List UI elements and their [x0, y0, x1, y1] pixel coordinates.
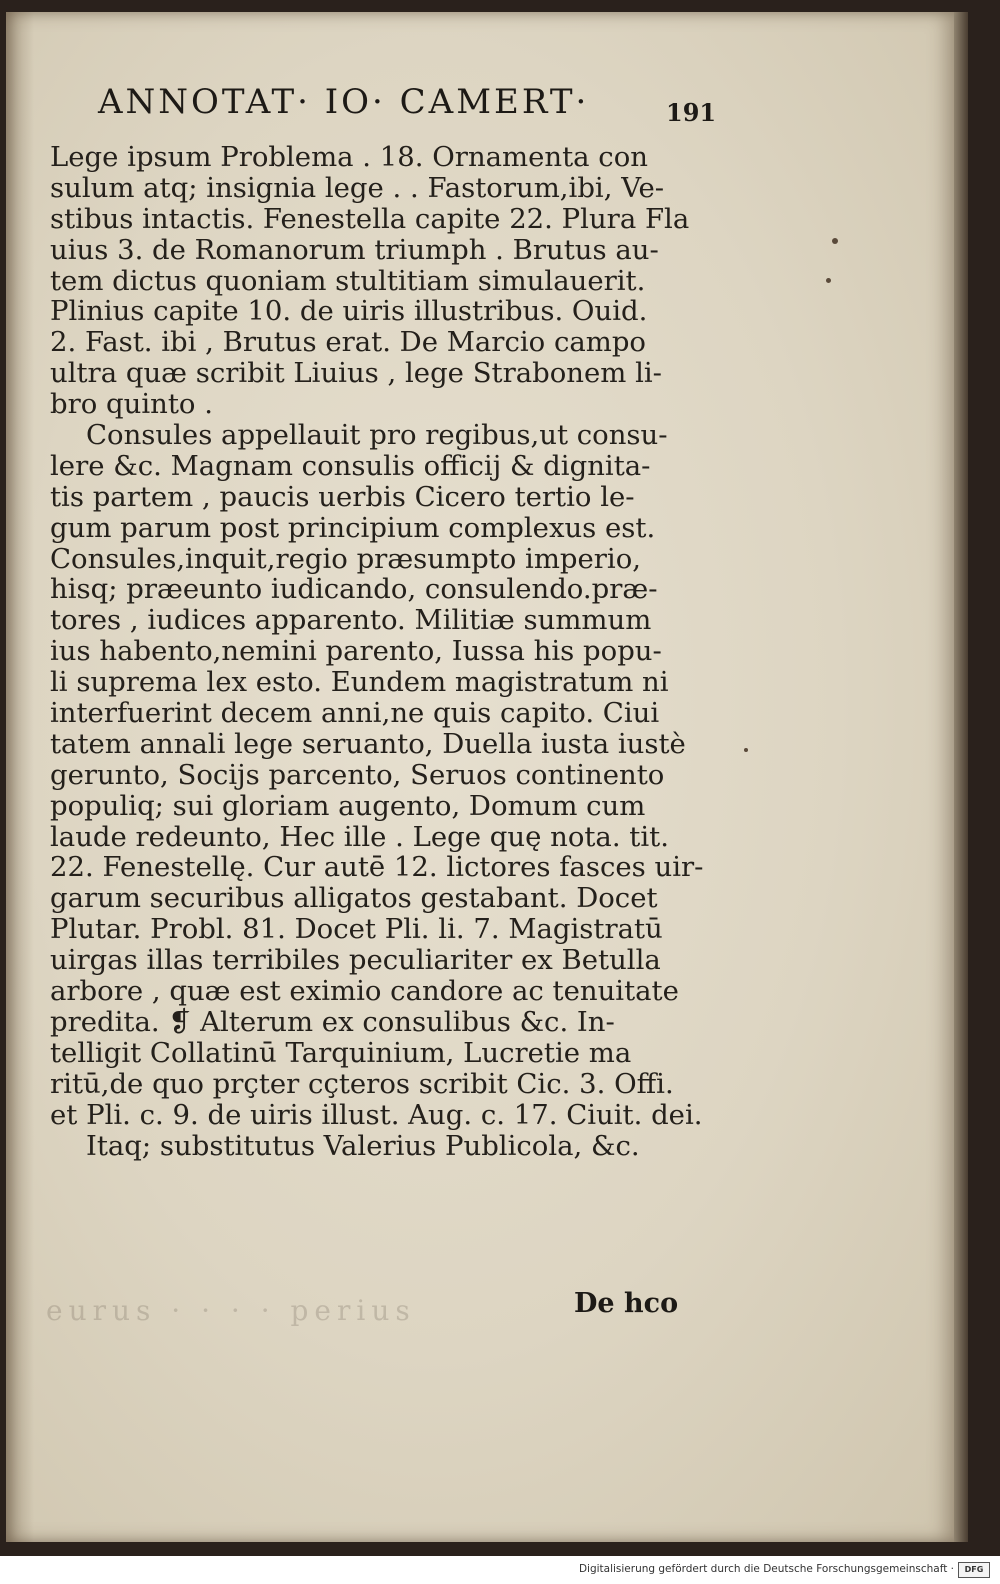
text-line: ultra quæ scribit Liuius , lege Strabonem li-: [50, 357, 662, 390]
text-line: 2. Fast. ibi , Brutus erat. De Marcio campo: [50, 326, 646, 359]
text-line: Lege ipsum Problema . 18. Ornamenta con: [50, 141, 648, 173]
paragraph-1: [50, 142, 720, 420]
text-line: tores , iudices apparento. Militiæ summum: [50, 604, 652, 637]
text-line: tatem annali lege seruanto, Duella iusta iustè: [50, 727, 686, 760]
text-line: predita. ❡ Alterum ex consulibus &c. In-: [50, 1005, 615, 1038]
text-line: telligit Collatinū Tarquinium, Lucretie ma: [50, 1036, 632, 1069]
catchword: De hco: [574, 1288, 679, 1319]
show-through-text: eurus · · · · perius: [46, 1294, 416, 1327]
body-text: [50, 142, 720, 1161]
text-line: arbore , quæ est eximio candore ac tenuitate: [50, 975, 679, 1008]
text-line: ritū,de quo prçter cçteros scribit Cic. 3. Offi.: [50, 1067, 674, 1100]
page-edge: [954, 12, 968, 1542]
text-line: tis partem , paucis uerbis Cicero tertio le-: [50, 480, 635, 513]
text-line: garum securibus alligatos gestabant. Docet: [50, 882, 658, 915]
ink-spot: [744, 748, 748, 752]
text-line: lere &c. Magnam consulis officij & dignita-: [50, 449, 651, 482]
running-head: ANNOTAT· IO· CAMERT·: [98, 82, 590, 122]
text-line: ius habento,nemini parento, Iussa his popu-: [50, 635, 662, 668]
text-line: Consules appellauit pro regibus,ut consu-: [86, 419, 668, 452]
book-page: [6, 12, 954, 1542]
text-line: bro quinto .: [50, 388, 213, 421]
ink-spot: [832, 238, 838, 244]
text-line: uirgas illas terribiles peculiariter ex Betulla: [50, 944, 661, 977]
text-line: Plinius capite 10. de uiris illustribus. Ouid.: [50, 295, 648, 328]
text-line: et Pli. c. 9. de uiris illust. Aug. c. 17. Ciuit. dei.: [50, 1098, 703, 1131]
paragraph-3: [50, 1131, 720, 1162]
text-line: interfuerint decem anni,ne quis capito. Ciui: [50, 697, 660, 730]
funding-credit: Digitalisierung gefördert durch die Deutsche Forschungsgemeinschaft ·: [578, 1563, 954, 1575]
text-line: Itaq; substitutus Valerius Publicola, &c.: [86, 1129, 640, 1162]
text-line: tem dictus quoniam stultitiam simulauerit.: [50, 264, 646, 297]
text-line: li suprema lex esto. Eundem magistratum ni: [50, 666, 669, 699]
text-line: stibus intactis. Fenestella capite 22. Plura Fla: [50, 202, 690, 235]
dfg-logo: DFG: [958, 1562, 990, 1578]
ink-spot: [826, 278, 831, 283]
footer-bar: [0, 1556, 1000, 1584]
folio-number: 191: [666, 98, 717, 127]
text-line: sulum atq; insignia lege . . Fastorum,ibi, Ve-: [50, 171, 665, 204]
text-line: 22. Fenestellę. Cur autē 12. lictores fasces uir-: [50, 851, 704, 884]
text-line: Plutar. Probl. 81. Docet Pli. li. 7. Magistratū: [50, 913, 663, 946]
text-line: populiq; sui gloriam augento, Domum cum: [50, 789, 646, 822]
text-line: Consules,inquit,regio præsumpto imperio,: [50, 542, 642, 575]
text-line: gerunto, Socijs parcento, Seruos continento: [50, 758, 665, 791]
text-line: hisq; præeunto iudicando, consulendo.præ-: [50, 573, 658, 606]
paragraph-2: [50, 420, 720, 1130]
text-line: gum parum post principium complexus est.: [50, 511, 656, 544]
text-line: laude redeunto, Hec ille . Lege quę nota. tit.: [50, 820, 669, 853]
page-gutter: [6, 12, 34, 1542]
text-line: uius 3. de Romanorum triumph . Brutus au-: [50, 233, 659, 266]
